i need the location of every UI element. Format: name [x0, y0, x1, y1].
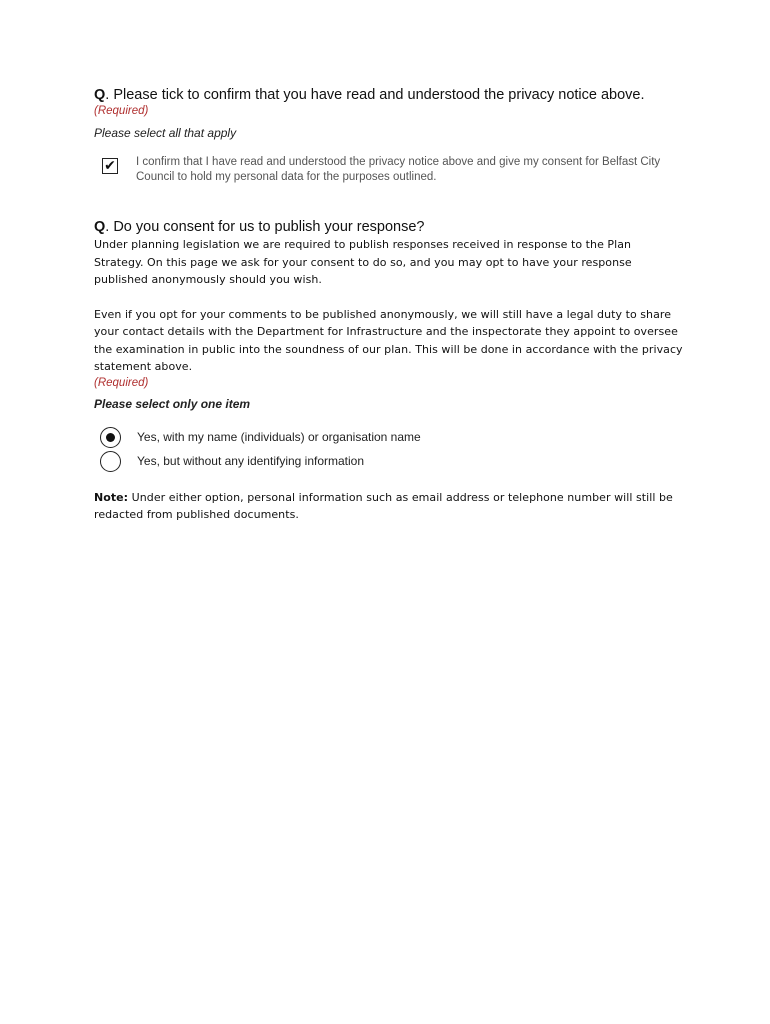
note-text: [94, 489, 684, 524]
question-prefix: Q: [94, 219, 106, 235]
question-prefix: Q: [94, 87, 106, 103]
radio-group: [94, 426, 684, 473]
consent-checkbox-option[interactable]: [102, 155, 684, 184]
question-title: [94, 86, 684, 104]
note-body: Under either option, personal information such as email address or telephone number will still be redacted from published documents.: [94, 490, 673, 521]
form-page: [94, 86, 684, 524]
question-privacy-confirm: [94, 86, 684, 184]
radio-button[interactable]: [100, 427, 121, 448]
question-publish-consent: [94, 218, 684, 524]
radio-selected-dot: [106, 433, 115, 442]
question-title: [94, 218, 684, 236]
radio-label: Yes, with my name (individuals) or organisation name: [137, 430, 421, 444]
required-label: (Required): [94, 105, 149, 117]
radio-option-anonymous[interactable]: [100, 450, 684, 473]
question-text: . Please tick to confirm that you have read and understood the privacy notice above.: [105, 87, 645, 103]
select-instruction: Please select all that apply: [94, 126, 237, 140]
select-instruction: Please select only one item: [94, 396, 251, 411]
radio-label: Yes, but without any identifying information: [137, 454, 365, 468]
check-mark-icon: ✔: [104, 158, 116, 174]
consent-checkbox[interactable]: [102, 158, 118, 174]
radio-button[interactable]: [100, 451, 121, 472]
explanation-paragraph: Even if you opt for your comments to be published anonymously, we will still have a legal duty to share your contact details with the Department for Infrastructure and the inspectorate they appoint to oversee the examination in public into the soundness of our plan. This will be done in accordance with the privacy statement above.: [94, 307, 683, 373]
required-label: (Required): [94, 376, 149, 389]
explanation-paragraph: Under planning legislation we are required to publish responses received in response to the Plan Strategy. On this page we ask for your consent to do so, and you may opt to have your response published anonymously should you wish.: [94, 238, 632, 286]
consent-checkbox-label: I confirm that I have read and understood the privacy notice above and give my consent for Belfast City Council to hold my personal data for the purposes outlined.: [136, 156, 661, 183]
radio-option-with-name[interactable]: [100, 426, 684, 449]
note-label: Note:: [94, 490, 129, 504]
question-text: . Do you consent for us to publish your response?: [105, 219, 425, 235]
